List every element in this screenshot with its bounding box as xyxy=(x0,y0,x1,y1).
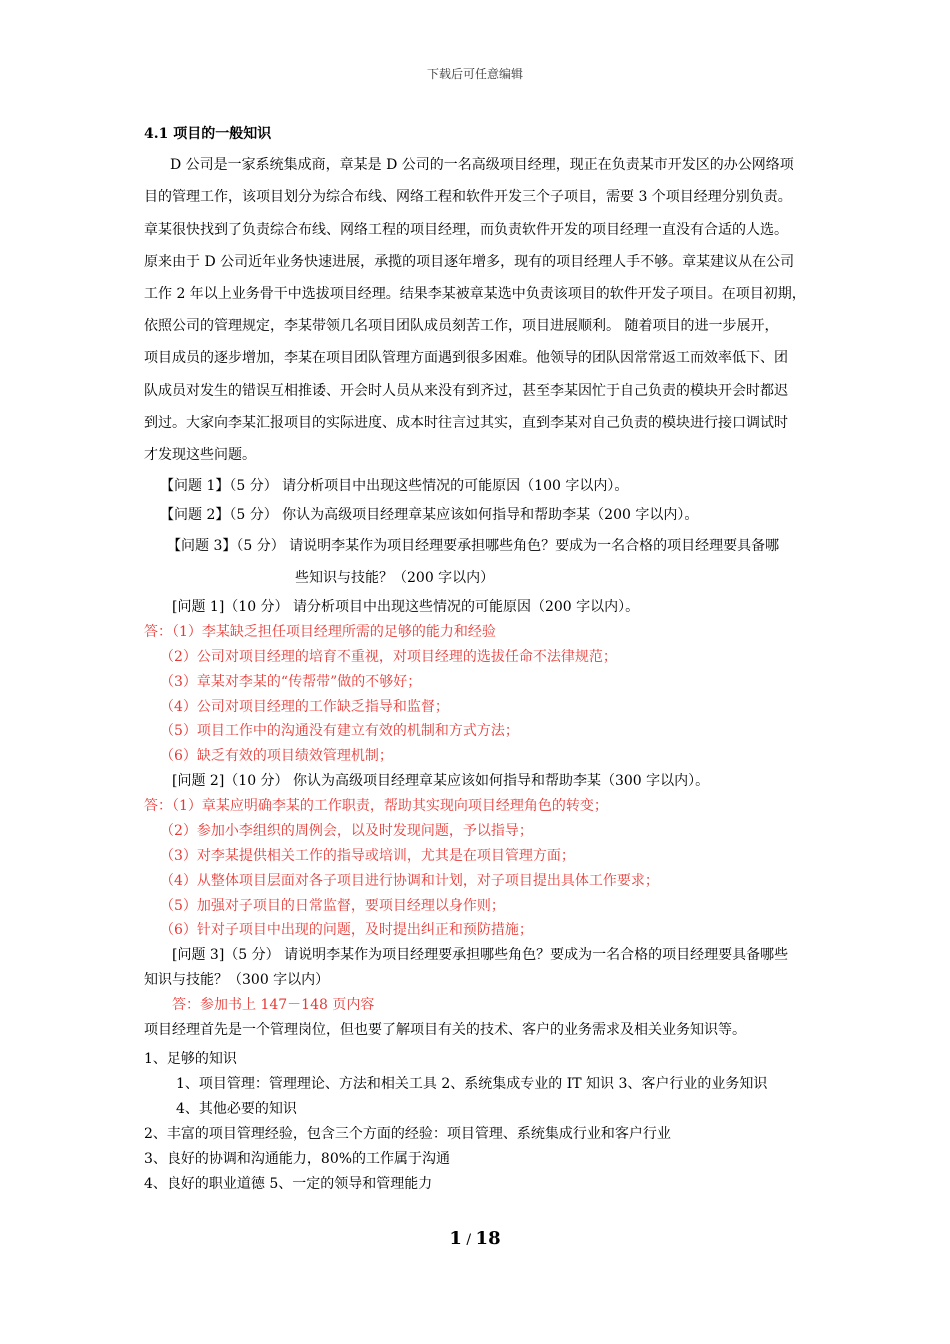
question-intro-3-cont: 些知识与技能？（200 字以内） xyxy=(295,570,495,586)
answer-2-line: （5）加强对子项目的日常监督，要项目经理以身作则； xyxy=(160,898,505,914)
page-header: 下载后可任意编辑 xyxy=(426,67,523,81)
body-line: 依照公司的管理规定，李某带领几名项目团队成员刻苦工作，项目进展顺利。 随着项目的进一步展开， xyxy=(144,318,779,334)
answer-1-line: （4）公司对项目经理的工作缺乏指导和监督； xyxy=(160,699,449,715)
section-heading: 4.1 项目的一般知识 xyxy=(144,126,272,142)
question-intro-3: 【问题 3】（5 分） 请说明李某作为项目经理要承担哪些角色？要成为一名合格的项目经理要具备哪 xyxy=(167,538,780,554)
body-line: 目的管理工作，该项目划分为综合布线、网络工程和软件开发三个子项目，需要 3 个项目经理分别负责。 xyxy=(144,189,792,205)
page-number xyxy=(0,1226,950,1253)
tail-line: 3、良好的协调和沟通能力，80%的工作属于沟通 xyxy=(144,1151,451,1167)
body-line: 才发现这些问题。 xyxy=(144,447,256,463)
question-3-cont: 知识与技能？（300 字以内） xyxy=(144,972,330,988)
question-2: [问题 2]（10 分） 你认为高级项目经理章某应该如何指导和帮助李某（300 字以内）。 xyxy=(172,773,710,789)
body-line: D 公司是一家系统集成商，章某是 D 公司的一名高级项目经理，现正在负责某市开发区的办公网络项 xyxy=(170,157,794,173)
body-line: 队成员对发生的错误互相推诿、开会时人员从来没有到齐过，甚至李某因忙于自己负责的模块开会时都迟 xyxy=(144,383,788,399)
question-intro-1: 【问题 1】（5 分） 请分析项目中出现这些情况的可能原因（100 字以内）。 xyxy=(160,478,629,494)
answer-1-line: （3）章某对李某的“传帮带”做的不够好； xyxy=(160,674,422,690)
page-total: 18 xyxy=(475,1228,501,1249)
tail-line: 2、丰富的项目管理经验，包含三个方面的经验：项目管理、系统集成行业和客户行业 xyxy=(144,1126,671,1142)
body-line: 项目成员的逐步增加，李某在项目团队管理方面遇到很多困难。他领导的团队因常常返工而效率低下、团 xyxy=(144,350,788,366)
answer-2-line: （3）对李某提供相关工作的指导或培训，尤其是在项目管理方面； xyxy=(160,848,575,864)
tail-line: 项目经理首先是一个管理岗位，但也要了解项目有关的技术、客户的业务需求及相关业务知识等。 xyxy=(144,1022,746,1038)
page-current: 1 xyxy=(449,1228,462,1249)
answer-3: 答：参加书上 147－148 页内容 xyxy=(172,997,375,1013)
question-3: [问题 3]（5 分） 请说明李某作为项目经理要承担哪些角色？要成为一名合格的项目经理要具备哪些 xyxy=(172,947,789,963)
answer-2-line: （2）参加小李组织的周例会，以及时发现问题，予以指导； xyxy=(160,823,533,839)
tail-line: 1、项目管理：管理理论、方法和相关工具 2、系统集成专业的 IT 知识 3、客户行业的业务知识 xyxy=(176,1076,768,1092)
page-separator: / xyxy=(461,1232,476,1248)
tail-line: 1、足够的知识 xyxy=(144,1051,237,1067)
body-line: 原来由于 D 公司近年业务快速进展，承揽的项目逐年增多，现有的项目经理人手不够。章某建议从在公司 xyxy=(144,254,795,270)
answer-2-line: （6）针对子项目中出现的问题，及时提出纠正和预防措施； xyxy=(160,922,533,938)
tail-line: 4、良好的职业道德 5、一定的领导和管理能力 xyxy=(144,1176,433,1192)
body-line: 工作 2 年以上业务骨干中选拔项目经理。结果李某被章某选中负责该项目的软件开发子项目。在项目初期， xyxy=(144,286,806,302)
answer-2-line: 答：（1）章某应明确李某的工作职责，帮助其实现向项目经理角色的转变； xyxy=(144,798,608,814)
answer-1-line: （5）项目工作中的沟通没有建立有效的机制和方式方法； xyxy=(160,723,519,739)
question-intro-2: 【问题 2】（5 分） 你认为高级项目经理章某应该如何指导和帮助李某（200 字以内）。 xyxy=(160,507,699,523)
answer-1-line: （6）缺乏有效的项目绩效管理机制； xyxy=(160,748,393,764)
answer-1-line: 答：（1）李某缺乏担任项目经理所需的足够的能力和经验 xyxy=(144,624,496,640)
answer-1-line: （2）公司对项目经理的培育不重视，对项目经理的选拔任命不法律规范； xyxy=(160,649,617,665)
body-line: 到过。大家向李某汇报项目的实际进度、成本时往言过其实，直到李某对自己负责的模块进行接口调试时 xyxy=(144,415,788,431)
tail-line: 4、其他必要的知识 xyxy=(176,1101,297,1117)
answer-2-line: （4）从整体项目层面对各子项目进行协调和计划，对子项目提出具体工作要求； xyxy=(160,873,659,889)
body-line: 章某很快找到了负责综合布线、网络工程的项目经理，而负责软件开发的项目经理一直没有合适的人选。 xyxy=(144,222,788,238)
question-1: [问题 1]（10 分） 请分析项目中出现这些情况的可能原因（200 字以内）。 xyxy=(172,599,640,615)
